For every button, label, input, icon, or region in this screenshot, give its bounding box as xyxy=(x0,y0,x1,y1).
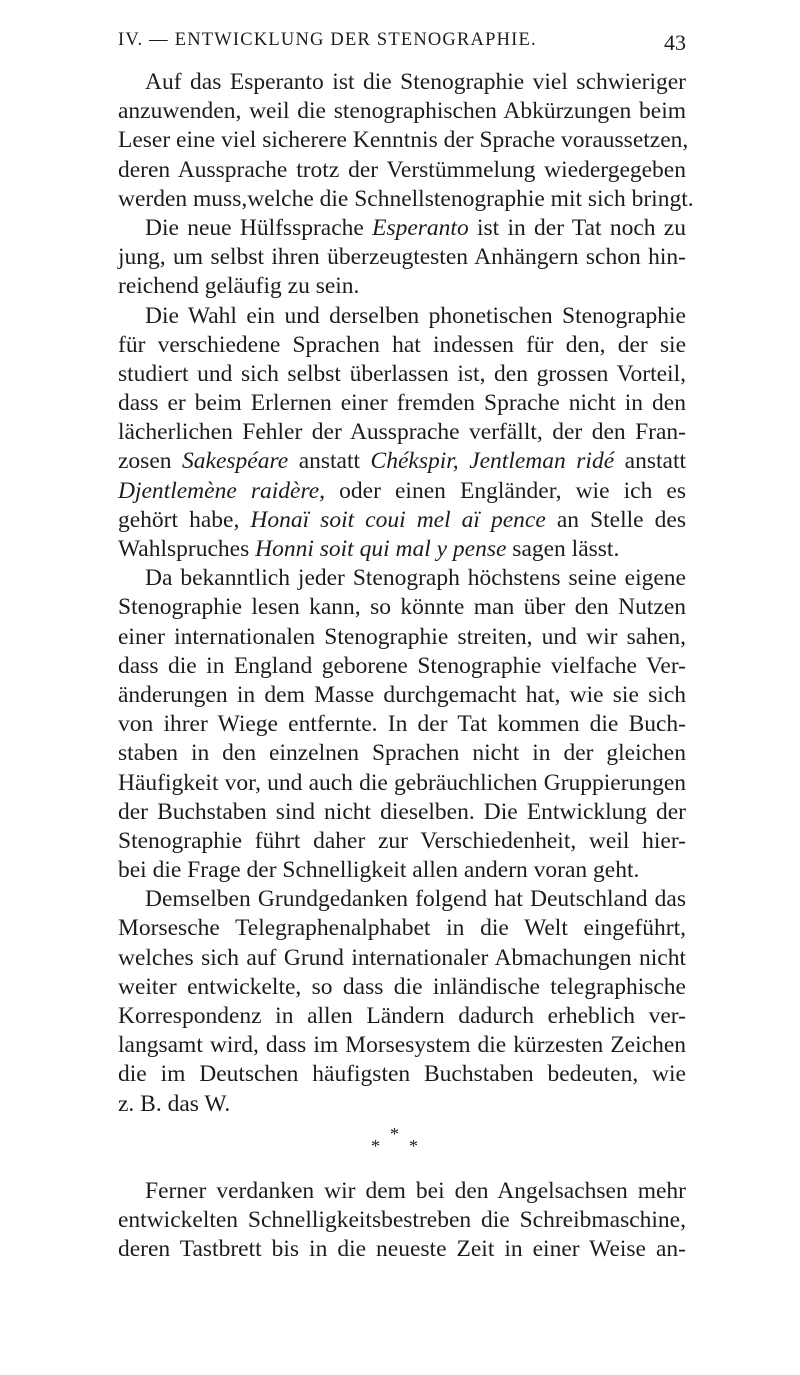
text-line xyxy=(118,302,686,331)
italic-text: Honni soit qui mal y pense xyxy=(255,536,507,562)
text-line xyxy=(118,973,686,1002)
text-run: dass er beim Erlernen einer fremden Sprache nicht in den xyxy=(118,390,686,417)
text-line xyxy=(118,652,686,681)
section-separator xyxy=(118,1119,686,1177)
text-line xyxy=(118,389,686,418)
text-run: Die neue Hülfssprache xyxy=(145,214,373,241)
body-text xyxy=(118,68,694,1264)
text-line xyxy=(118,185,694,214)
text-line xyxy=(118,1177,686,1206)
text-line xyxy=(118,681,686,710)
text-run: gehört habe, xyxy=(118,506,251,533)
text-line xyxy=(118,418,686,447)
text-run: dass die in England geborene Stenographie vielfache Ver- xyxy=(118,652,686,679)
asterism-star: * xyxy=(409,1135,418,1156)
text-run: Häufigkeit vor, und auch die gebräuchlichen Gruppierungen xyxy=(118,769,686,796)
text-line xyxy=(118,1235,686,1264)
italic-text: Djentlemène raidère, xyxy=(118,477,326,504)
text-run: deren Tastbrett bis in die neueste Zeit in einer Weise an- xyxy=(118,1236,686,1263)
text-run: Stenographie lesen kann, so könnte man über den Nutzen xyxy=(118,594,686,621)
text-run: einer internationalen Stenographie streiten, und wir sahen, xyxy=(118,623,686,650)
text-line xyxy=(118,1031,686,1060)
text-run: sagen lässt. xyxy=(506,536,620,562)
text-run: welches sich auf Grund internationaler Abmachungen nicht xyxy=(118,944,686,971)
text-line xyxy=(118,623,686,652)
text-run: deren Aussprache trotz der Verstümmelung wiedergegeben xyxy=(118,156,686,183)
text-run: reichend geläufig zu sein. xyxy=(118,273,360,300)
text-run: anzuwenden, weil die stenographischen Abkürzungen beim xyxy=(118,98,686,125)
text-run: werden muss,welche die Schnellstenographie mit sich bringt. xyxy=(118,185,694,212)
asterism-star: * xyxy=(390,1123,399,1144)
text-line xyxy=(118,272,686,301)
italic-text: Sakespéare xyxy=(182,448,289,475)
text-run: anstatt xyxy=(614,448,686,475)
text-line xyxy=(118,885,686,914)
text-run: z. B. das W. xyxy=(118,1090,231,1117)
text-line xyxy=(118,593,686,622)
text-line xyxy=(118,156,686,185)
text-line xyxy=(118,126,689,155)
text-line xyxy=(118,360,686,389)
text-run: Korrespondenz in allen Ländern dadurch erheblich ver- xyxy=(118,1003,686,1029)
text-run: an Stelle des xyxy=(545,506,686,533)
text-line xyxy=(118,214,686,243)
text-line xyxy=(118,856,686,885)
text-run: jung, um selbst ihren überzeugtesten Anhängern schon hin- xyxy=(118,244,686,271)
text-run: von ihrer Wiege entfernte. In der Tat kommen die Buch- xyxy=(118,711,686,738)
text-line xyxy=(118,68,686,97)
italic-text: Esperanto xyxy=(372,214,469,241)
text-line xyxy=(118,1206,686,1235)
text-run: anstatt xyxy=(288,448,371,475)
text-line xyxy=(118,447,686,476)
text-line xyxy=(118,506,686,535)
text-line xyxy=(118,710,686,739)
italic-text: Chékspir, Jentleman ridé xyxy=(370,448,615,475)
text-line xyxy=(118,331,686,360)
running-head xyxy=(118,30,686,62)
text-run: entwickelten Schnelligkeitsbestreben die Schreibmaschine, xyxy=(118,1206,686,1233)
text-run: änderungen in dem Masse durchgemacht hat, wie sie sich xyxy=(118,681,686,708)
text-line xyxy=(118,1060,686,1089)
text-line xyxy=(118,1002,686,1031)
text-run: Wahlspruches xyxy=(118,536,256,562)
text-line xyxy=(118,914,686,943)
running-title: IV. — ENTWICKLUNG DER STENOGRAPHIE. xyxy=(118,30,537,50)
text-run: weiter entwickelte, so dass die inländische telegraphische xyxy=(118,973,686,1000)
text-line xyxy=(118,97,686,126)
text-run: lächerlichen Fehler der Aussprache verfällt, der den Fran- xyxy=(118,419,686,446)
text-run: Ferner verdanken wir dem bei den Angelsachsen mehr xyxy=(145,1177,686,1204)
text-run: der Buchstaben sind nicht dieselben. Die Entwicklung der xyxy=(118,798,686,825)
text-line xyxy=(118,827,686,856)
text-line xyxy=(118,769,686,798)
text-run: Stenographie führt daher zur Verschiedenheit, weil hier- xyxy=(118,827,686,854)
text-line xyxy=(118,798,686,827)
text-line xyxy=(118,739,686,768)
italic-text: Honaï soit coui mel aï pence xyxy=(250,506,546,533)
text-run: Morsesche Telegraphenalphabet in die Welt eingeführt, xyxy=(118,915,686,942)
text-run: staben in den einzelnen Sprachen nicht in der gleichen xyxy=(118,740,686,767)
text-run: oder einen Engländer, wie ich es xyxy=(325,477,687,504)
text-run: zosen xyxy=(118,448,183,475)
text-run: Da bekanntlich jeder Stenograph höchstens seine eigene xyxy=(145,565,686,592)
text-run: Leser eine viel sicherere Kenntnis der Sprache voraussetzen, xyxy=(118,127,689,154)
asterism-star: * xyxy=(371,1135,380,1156)
text-line xyxy=(118,1090,686,1119)
text-run: Die Wahl ein und derselben phonetischen Stenographie xyxy=(145,302,686,329)
page-number: 43 xyxy=(664,30,686,55)
text-line xyxy=(118,477,686,506)
text-run: langsamt wird, dass im Morsesystem die kürzesten Zeichen xyxy=(118,1032,686,1059)
text-run: für verschiedene Sprachen hat indessen für den, der sie xyxy=(118,331,686,358)
text-run: studiert und sich selbst überlassen ist, den grossen Vorteil, xyxy=(118,360,686,387)
text-line xyxy=(118,944,686,973)
text-line xyxy=(118,243,686,272)
text-run: bei die Frage der Schnelligkeit allen andern voran geht. xyxy=(118,857,640,884)
text-run: Demselben Grundgedanken folgend hat Deutschland das xyxy=(145,886,686,913)
text-run: ist in der Tat noch zu xyxy=(468,214,686,241)
text-line xyxy=(118,564,686,593)
text-line xyxy=(118,535,686,564)
text-run: die im Deutschen häufigsten Buchstaben bedeuten, wie xyxy=(118,1061,686,1088)
text-run: Auf das Esperanto ist die Stenographie viel schwieriger xyxy=(145,69,686,95)
